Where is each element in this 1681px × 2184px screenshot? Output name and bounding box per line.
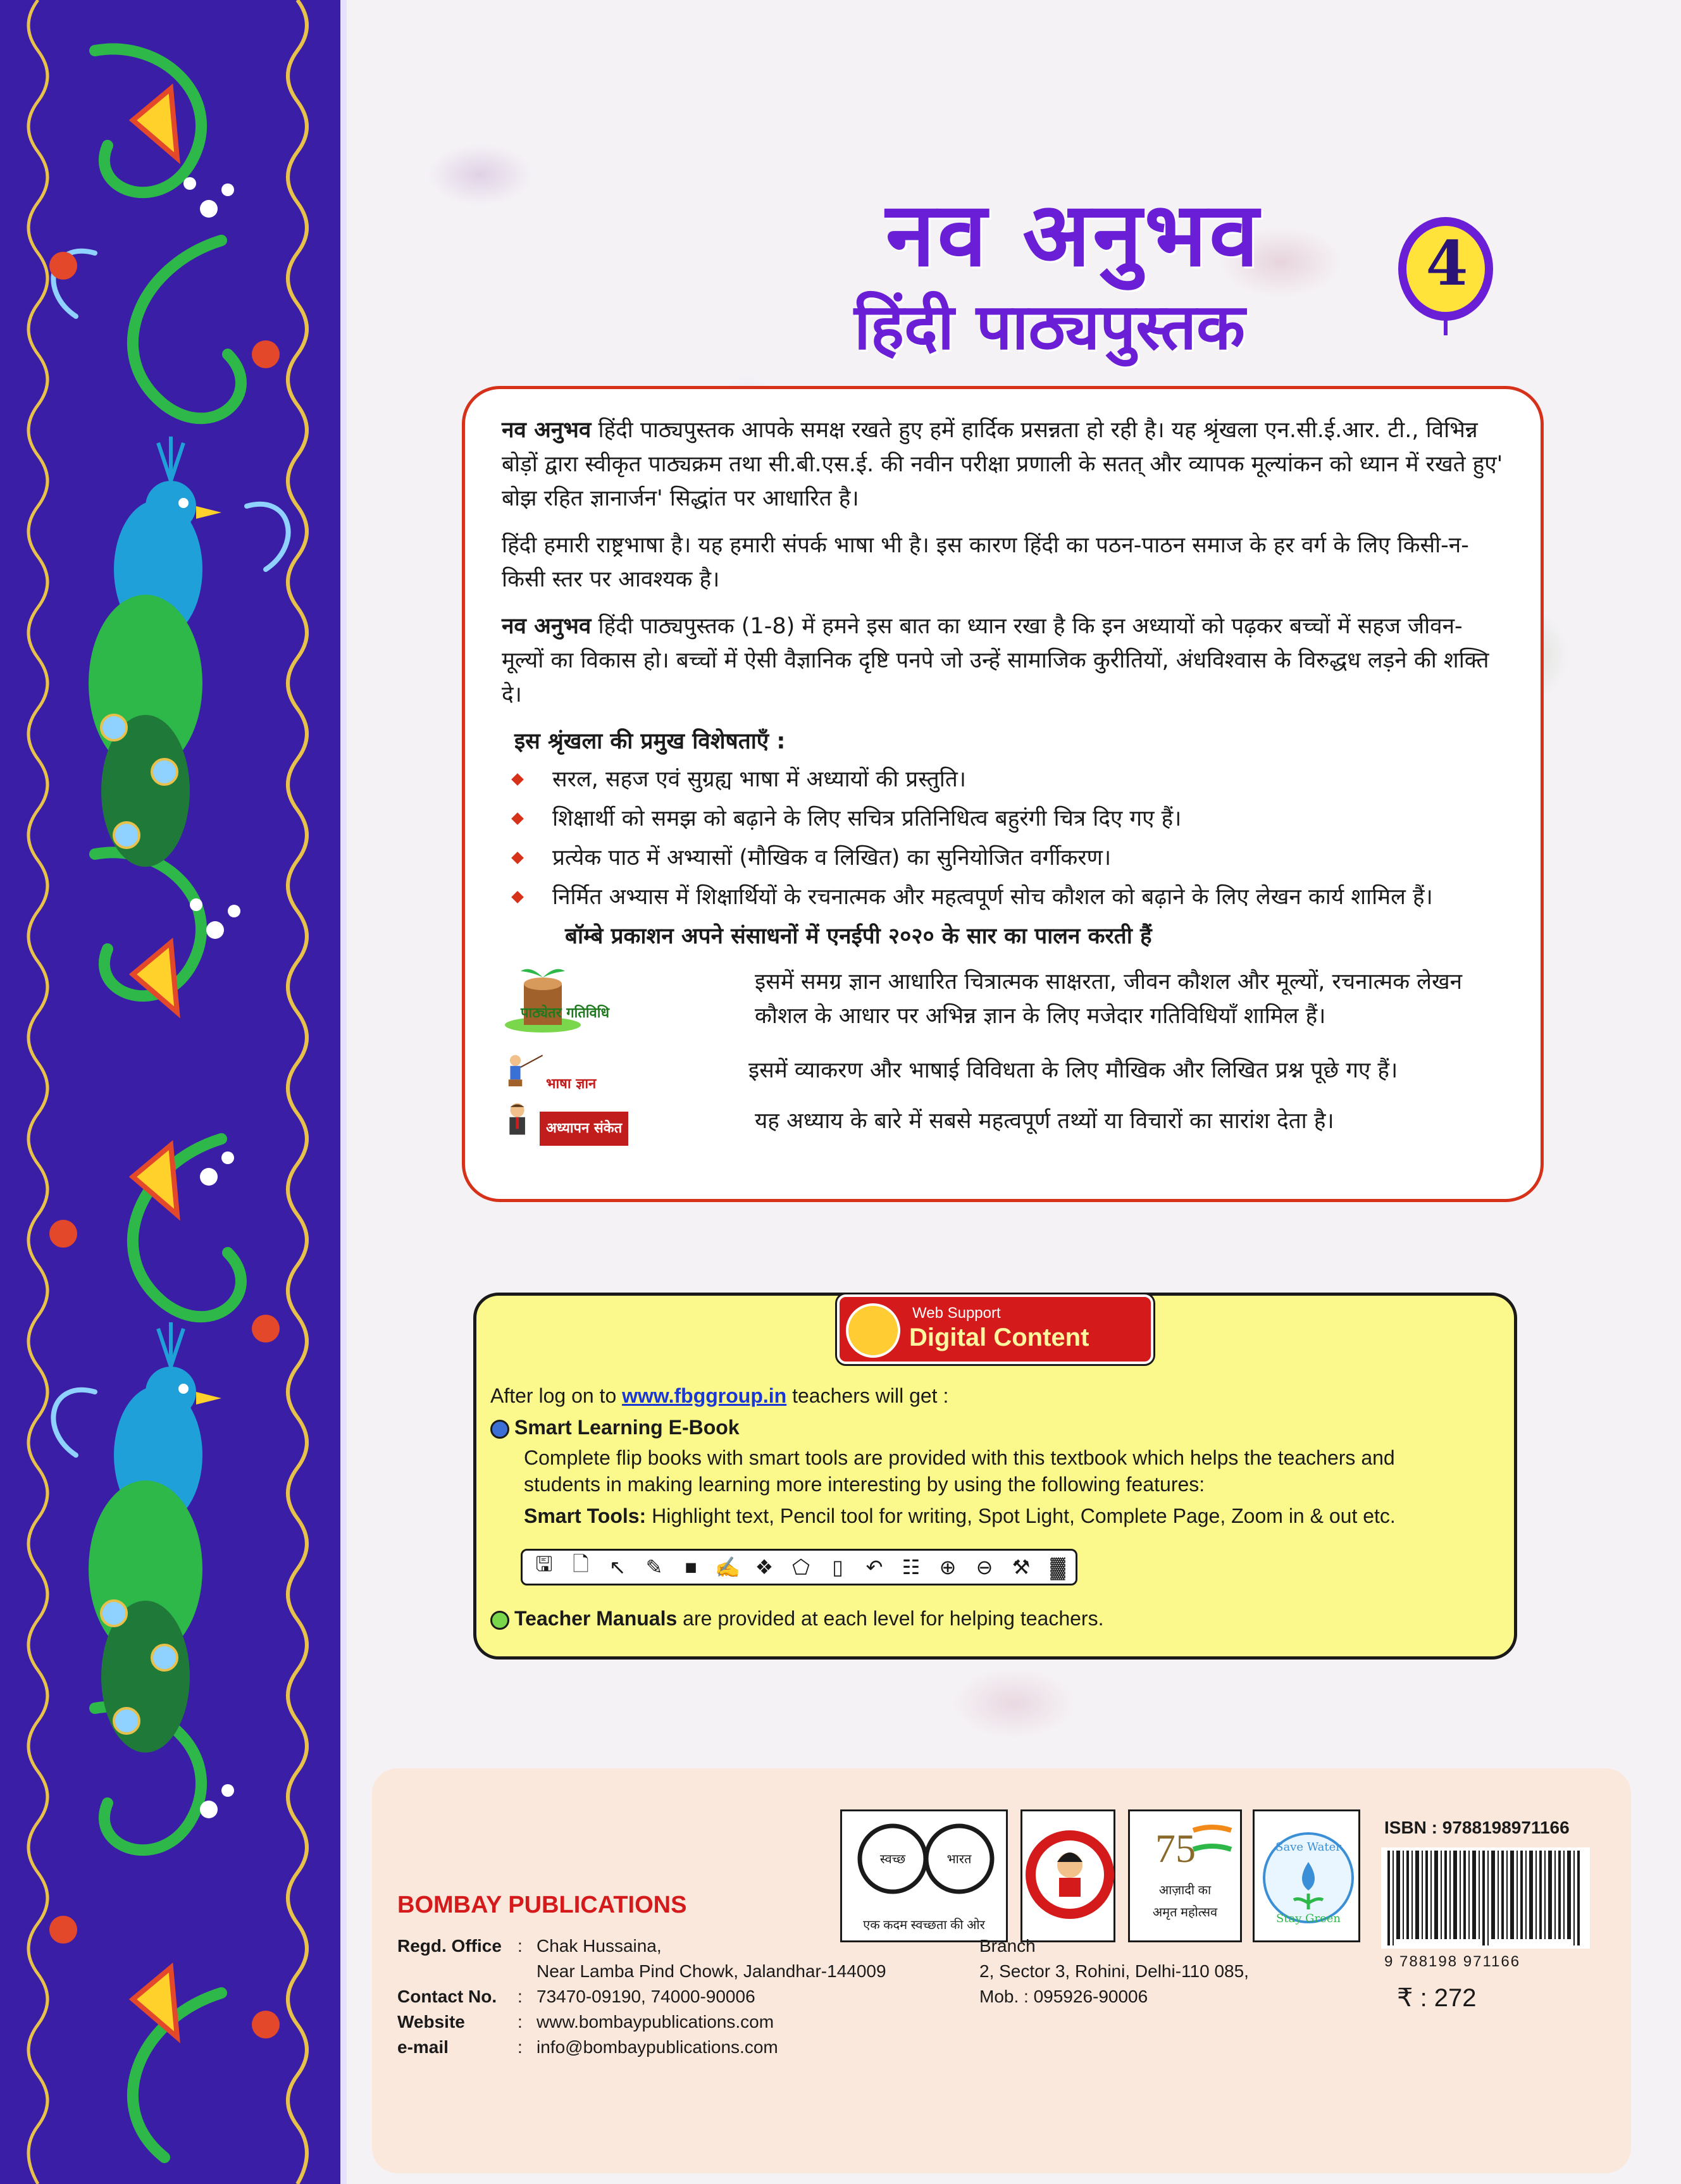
undo-icon: ↶: [865, 1556, 883, 1579]
barcode-digits: 9 788198 971166: [1384, 1953, 1521, 1970]
smart-tools-text: Highlight text, Pencil tool for writing, Spot Light, Complete Page, Zoom in & out etc.: [646, 1505, 1396, 1527]
email-label: e-mail: [397, 2037, 449, 2057]
branch-address: 2, Sector 3, Rohini, Delhi-110 085,: [979, 1961, 1249, 1981]
swachh-left-text: स्वच्छ: [879, 1851, 906, 1866]
phone-icon: ▯: [832, 1556, 843, 1579]
section-extra-activity: [502, 965, 1504, 1041]
feature-item: [508, 762, 1504, 797]
intro-paragraph-3-text: हिंदी पाठ्यपुस्तक (1-8) में हमने इस बात का ध्यान रखा है कि इन अध्यायों को पढ़कर बच्चों में सहज जीवन-मूल्यों का विकास हो। बच्चों में ऐसी वैज्ञानिक दृष्टि पनपे जो उन्हें सामाजिक कुरीतियों, अंधविश्वास के विरुद्धध लड़ने की शक्ति दे।: [502, 614, 1489, 707]
contact-label: Contact No.: [397, 1987, 497, 2006]
pencil-icon: ✎: [645, 1556, 663, 1579]
support-person-icon: [846, 1303, 900, 1358]
section-label: भाषा ज्ञान: [546, 1076, 597, 1092]
boy-fishing-icon: [502, 1047, 546, 1098]
feature-text: सरल, सहज एवं सुग्रह्य भाषा में अध्यायों की प्रस्तुति।: [552, 767, 967, 792]
page-icon: 🗋: [573, 1553, 589, 1575]
login-suffix: teachers will get :: [786, 1384, 949, 1407]
teacher-manuals-text: are provided at each level for helping teachers.: [677, 1607, 1104, 1630]
diamond-bullet-icon: [511, 852, 524, 864]
address-label: Regd. Office: [397, 1936, 502, 1956]
highlighter-icon: ✍: [715, 1556, 740, 1579]
fbggroup-link[interactable]: www.fbggroup.in: [622, 1384, 787, 1407]
feature-text: प्रत्येक पाठ में अभ्यासों (मौखिक व लिखित) का सुनियोजित वर्गीकरण।: [552, 845, 1112, 871]
ebook-title-line: [490, 1416, 740, 1439]
email-link[interactable]: info@bombaypublications.com: [537, 2037, 778, 2057]
grid-icon: ▓: [1050, 1555, 1065, 1579]
section-teaching-hint: [502, 1098, 1504, 1148]
azadi-amrit-mahotsav-logo: [1128, 1809, 1242, 1942]
section-text: यह अध्याय के बारे में सबसे महत्वपूर्ण तथ्यों या विचारों का सारांश देता है।: [755, 1108, 1334, 1134]
brush-icon: ⚒: [1012, 1556, 1031, 1579]
introduction-panel: [462, 386, 1544, 1202]
eraser-icon: ⬠: [792, 1556, 810, 1579]
azadi-number: 75: [1155, 1826, 1196, 1871]
ebook-icon: [490, 1420, 509, 1439]
square-icon: ■: [685, 1555, 697, 1579]
feature-item: [508, 880, 1504, 914]
beti-bachao-logo: [1020, 1809, 1115, 1942]
diamond-bullet-icon: [511, 773, 524, 786]
section-text: इसमें व्याकरण और भाषाई विविधता के लिए मौखिक और लिखित प्रश्न पूछे गए हैं।: [748, 1058, 1398, 1083]
note-icon: ☷: [902, 1556, 921, 1579]
section-label: अध्यापन संकेत: [540, 1112, 628, 1146]
water-drop-icon: [1255, 1811, 1362, 1944]
azadi-line-2: अमृत महोत्सव: [1152, 1906, 1218, 1920]
ebook-description-1: Complete flip books with smart tools are provided with this textbook which helps the teachers and: [524, 1446, 1395, 1469]
colon: :: [518, 1936, 523, 1956]
intro-paragraph-1-text: हिंदी पाठ्यपुस्तक आपके समक्ष रखते हुए हमें हार्दिक प्रसन्नता हो रही है। यह श्रृंखला एन.सी.ई.आर. टी., विभिन्न बोड़ों द्वारा स्वीकृत पाठ्यक्रम तथा सी.बी.एस.ई. की नवीन परीक्षा प्रणाली के सतत् और व्यापक मूल्यांकन को ध्यान में रखते हुए' बोझ रहित ज्ञानार्जन' सिद्धांत पर आधारित है।: [502, 418, 1503, 511]
ebook-description-2: students in making learning more interesting by using the following features:: [524, 1473, 1205, 1496]
flag-icon: [1130, 1811, 1244, 1875]
nep-statement: बॉम्बे प्रकाशन अपने संसाधनों में एनईपी २०२० के सार का पालन करती हैं: [565, 924, 1152, 949]
colon: :: [518, 2037, 523, 2057]
stay-green-text: Stay Green: [1275, 1912, 1341, 1925]
save-water-text: Save Water: [1275, 1840, 1341, 1854]
girl-icon: [1022, 1811, 1117, 1944]
save-water-logo: [1253, 1809, 1360, 1942]
book-title: नव अनुभव: [886, 183, 1262, 287]
decorative-border-strip: [0, 0, 347, 2184]
branch-mobile: Mob. : 095926-90006: [979, 1987, 1148, 2006]
address-value: Chak Hussaina,: [537, 1936, 662, 1956]
spotlight-icon: ❖: [755, 1556, 774, 1579]
teacher-manuals-bold: Teacher Manuals: [514, 1607, 678, 1630]
section-text: इसमें समग्र ज्ञान आधारित चित्रात्मक साक्षरता, जीवन कौशल और मूल्यों, रचनात्मक लेखन कौशल के आधार पर अभिन्न ज्ञान के लिए मजेदार गतिविधियाँ शामिल हैं।: [755, 969, 1463, 1029]
teacher-manuals-line: [490, 1607, 1103, 1630]
section-label: पाठ्येतर गतिविधि: [521, 1005, 610, 1021]
contact-value: 73470-09190, 74000-90006: [537, 1987, 755, 2006]
website-link[interactable]: www.bombaypublications.com: [537, 2012, 774, 2032]
price: ₹ : 272: [1397, 1984, 1477, 2012]
features-heading: इस श्रृंखला की प्रमुख विशेषताएँ :: [514, 729, 786, 754]
branch-title: Branch: [979, 1936, 1036, 1956]
save-icon: 🖫: [535, 1553, 553, 1575]
feature-item: [508, 841, 1504, 875]
level-number: 4: [1425, 228, 1468, 299]
login-prefix: After log on to: [490, 1384, 623, 1407]
azadi-line-1: आज़ादी का: [1158, 1883, 1212, 1897]
pointer-icon: ↖: [609, 1556, 626, 1579]
series-name-bold: नव अनुभव: [502, 614, 592, 639]
intro-paragraph-3: [502, 609, 1504, 712]
diamond-bullet-icon: [511, 891, 524, 903]
digital-content-panel: [473, 1293, 1517, 1660]
spectacles-icon: [842, 1811, 1010, 1906]
series-name-bold: नव अनुभव: [502, 418, 592, 443]
zoom-out-icon: ⊖: [976, 1556, 993, 1579]
diamond-bullet-icon: [511, 812, 524, 825]
badge-big-text: Digital Content: [909, 1324, 1089, 1351]
feature-item: [508, 802, 1504, 836]
features-list: [502, 762, 1504, 914]
publisher-name: BOMBAY PUBLICATIONS: [397, 1892, 687, 1918]
book-title-block: [848, 171, 1468, 380]
feature-text: निर्मित अभ्यास में शिक्षार्थियों के रचनात्मक और महत्वपूर्ण सोच कौशल को बढ़ाने के लिए लेखन कार्य शामिल हैं।: [552, 884, 1433, 910]
address-value: Near Lamba Pind Chowk, Jalandhar-144009: [537, 1961, 886, 1981]
ebook-title: Smart Learning E-Book: [514, 1416, 740, 1439]
intro-paragraph-1: [502, 413, 1504, 516]
swachh-right-text: भारत: [946, 1851, 972, 1866]
swachh-tagline: एक कदम स्वच्छता की ओर: [863, 1918, 985, 1932]
swachh-bharat-logo: [840, 1809, 1008, 1942]
colon: :: [518, 1987, 523, 2006]
colon: :: [518, 2012, 523, 2032]
barcode-icon: [1381, 1847, 1590, 1949]
login-line: [490, 1384, 948, 1408]
book-subtitle: हिंदी पाठ्यपुस्तक: [854, 290, 1245, 364]
zoom-in-icon: ⊕: [939, 1556, 957, 1579]
publisher-footer: [372, 1768, 1631, 2173]
manual-icon: [490, 1611, 509, 1630]
isbn-text: ISBN : 9788198971166: [1384, 1818, 1570, 1837]
section-language-knowledge: [502, 1047, 1504, 1098]
peacock-pattern-illustration: [0, 0, 347, 2184]
website-label: Website: [397, 2012, 465, 2032]
web-support-badge: [837, 1294, 1153, 1364]
smart-tools-line: [524, 1505, 1396, 1528]
intro-paragraph-2: हिंदी हमारी राष्ट्रभाषा है। यह हमारी संपर्क भाषा भी है। इस कारण हिंदी का पठन-पाठन समाज के हर वर्ग के लिए किसी-न-किसी स्तर पर आवश्यक है।: [502, 533, 1469, 592]
smart-tools-toolbar: [521, 1549, 1077, 1585]
smart-tools-label: Smart Tools:: [524, 1505, 647, 1527]
feature-text: शिक्षार्थी को समझ को बढ़ाने के लिए सचित्र प्रतिनिधित्व बहुरंगी चित्र दिए गए हैं।: [552, 806, 1182, 831]
badge-small-text: Web Support: [912, 1305, 1001, 1322]
